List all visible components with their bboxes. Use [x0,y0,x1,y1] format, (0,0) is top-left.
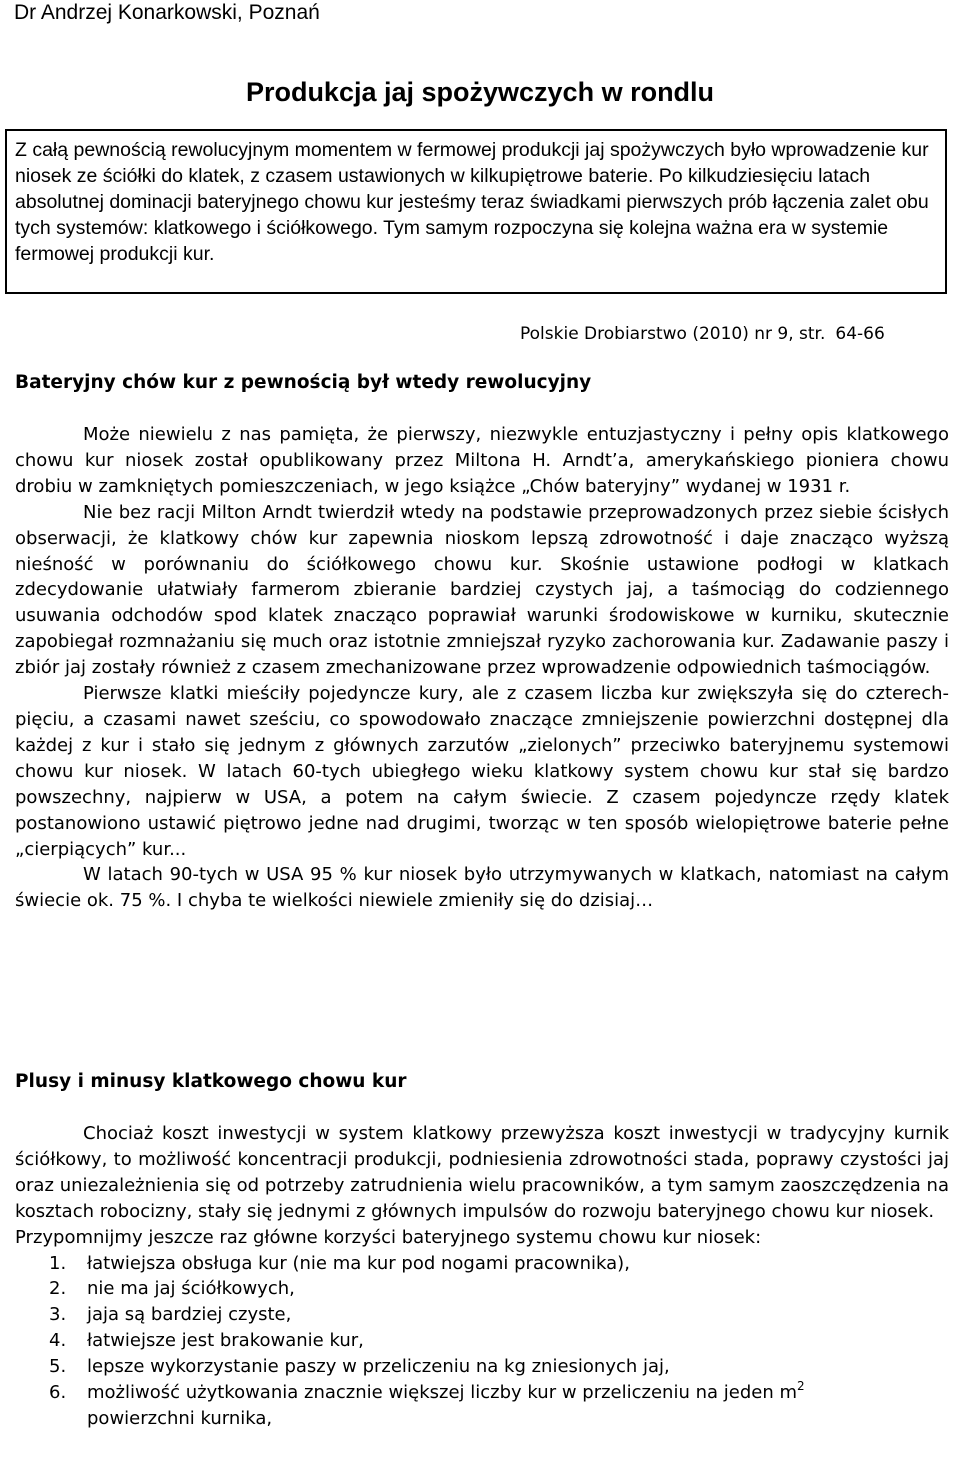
paragraph: Chociaż koszt inwestycji w system klatkowy przewyższa koszt inwestycji w tradycyjny kurnik ściółkowy, to możliwość koncentracji produkcji, podniesienia zdrowotności stada, poprawy czystości jaj oraz uniezależnienia się od potrzeby zatrudnienia wielu pracowników, a tym samym zaoszczędzenia na kosztach robocizny, stały się jednymi z głównych impulsów do rozwoju bateryjnego chowu kur niosek. [15,1123,949,1222]
list-item-text: nie ma jaj ściółkowych, [87,1278,295,1300]
source-pages: 64-66 [835,324,885,344]
section-body [15,422,949,914]
page-title: Produkcja jaj spożywczych w rondlu [245,77,715,107]
paragraph: Nie bez racji Milton Arndt twierdził wtedy na podstawie przeprowadzonych przez siebie ścisłych obserwacji, że klatkowy chów kur zapewnia nioskom lepszą zdrowotność i daje znacząco wyższą nieśność w porównaniu do ściółkowego chowu kur. Skośnie ustawione podłogi w klatkach zdecydowanie ułatwiały farmerom zbieranie bardziej czystych jaj, a taśmociąg do codziennego usuwania odchodów spod klatek znacząco poprawiał warunki środowiskowe w kurniku, skutecznie zapobiegał rozmnażaniu się much oraz istotnie zmniejszał ryzyko zachorowania kur. Zadawanie paszy i zbiór jaj zostały również z czasem zmechanizowane przez wprowadzenie odpowiednich taśmociągów. [15,501,949,679]
list-number: 5. [49,1356,67,1378]
list-number: 2. [49,1278,67,1300]
list-number: 4. [49,1330,67,1352]
paragraph: Może niewielu z nas pamięta, że pierwszy, niezwykle entuzjastyczny i pełny opis klatkowego chowu kur niosek został opublikowany przez Miltona H. Arndt’a, amerykańskiego pioniera chowu drobiu w zamkniętych pomieszczeniach, w jego książce „Chów bateryjny” wydanej w 1931 r. [15,424,949,497]
source-citation [520,322,885,346]
abstract-box [5,129,947,294]
source-journal: Polskie Drobiarstwo (2010) nr 9, str. [520,324,826,344]
author-line: Dr Andrzej Konarkowski, Poznań [14,1,320,24]
benefits-list [15,1251,949,1432]
section-body [15,1121,949,1432]
list-item [15,1276,949,1302]
paragraph: W latach 90-tych w USA 95 % kur niosek było utrzymywanych w klatkach, natomiast na całym świecie ok. 75 %. I chyba te wielkości niewiele zmieniły się do dzisiaj… [15,864,949,912]
list-item-text: jaja są bardziej czyste, [87,1304,292,1326]
list-number: 6. [49,1382,67,1404]
list-item-text: łatwiejsza obsługa kur (nie ma kur pod nogami pracownika), [87,1252,630,1274]
list-item [15,1302,949,1328]
list-item-text: łatwiejsze jest brakowanie kur, [87,1330,364,1352]
list-item [15,1380,949,1432]
list-item-continuation: powierzchni kurnika, [87,1407,273,1429]
paragraph: Pierwsze klatki mieściły pojedyncze kury, ale z czasem liczba kur zwiększyła się do czterech-pięciu, a czasami nawet sześciu, co spowodowało znaczące zmniejszenie powierzchni dostępnej dla każdej z kur i stało się jednym z głównych zarzutów „zielonych” przeciwko bateryjnemu systemowi chowu kur niosek. W latach 60-tych ubiegłego wieku klatkowy system chowu kur stał się bardzo powszechny, najpierw w USA, a potem na całym świecie. Z czasem pojedyncze rzędy klatek postanowiono ustawić piętrowo jedne nad drugimi, tworząc w ten sposób wielopiętrowe baterie pełne „cierpiących” kur... [15,683,949,860]
list-item [15,1328,949,1354]
superscript: 2 [796,1379,805,1394]
section-heading: Plusy i minusy klatkowego chowu kur [15,1071,407,1092]
list-item-text: możliwość użytkowania znacznie większej liczby kur w przeliczeniu na jeden m [87,1382,797,1404]
list-intro: Przypomnijmy jeszcze raz główne korzyści bateryjnego systemu chowu kur niosek: [15,1226,762,1248]
list-item [15,1251,949,1277]
abstract-text: Z całą pewnością rewolucyjnym momentem w fermowej produkcji jaj spożywczych było wprowadzenie kur niosek ze ściółki do klatek, z czasem ustawionych w kilkupiętrowe baterie. Po kilkudziesięciu latach absolutnej dominacji bateryjnego chowu kur jesteśmy teraz świadkami pierwszych prób łączenia zalet obu tych systemów: klatkowego i ściółkowego. Tym samym rozpoczyna się kolejna ważna era w systemie fermowej produkcji kur. [15,139,929,265]
list-item-text: lepsze wykorzystanie paszy w przeliczeniu na kg zniesionych jaj, [87,1356,670,1378]
list-number: 3. [49,1304,67,1326]
list-number: 1. [49,1252,67,1274]
list-item [15,1354,949,1380]
section-heading: Bateryjny chów kur z pewnością był wtedy rewolucyjny [15,372,592,393]
